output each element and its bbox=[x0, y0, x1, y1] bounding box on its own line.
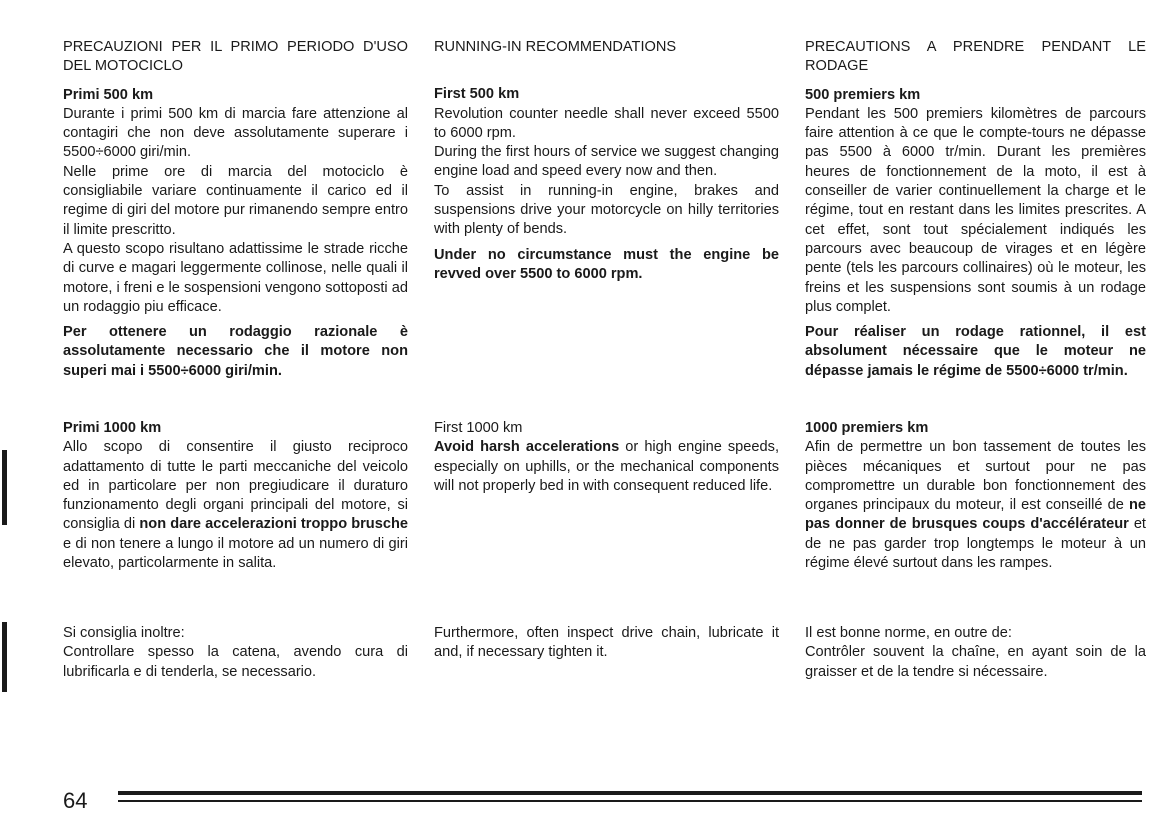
italian-500-warning: Per ottenere un rodaggio razionale è assolutamente necessario che il motore non superi mai i 5500÷6000 giri/min. bbox=[63, 324, 408, 379]
english-1000-bold: Avoid harsh accelerations bbox=[434, 439, 620, 456]
italian-1000-title: Primi 1000 km bbox=[63, 420, 162, 436]
italian-chain-p2: Controllare spesso la catena, avendo cura di lubrificarla e di tenderla, se necessario. bbox=[63, 644, 408, 680]
english-500-title: First 500 km bbox=[434, 86, 520, 103]
italian-1000-a: Allo scopo di consentire il giusto reciproco adattamento di tutte le parti meccaniche del veicolo ed in particolare per non pregiudicare il duraturo funzionamento degli organi principali del motore, si consiglia di bbox=[63, 439, 408, 533]
french-chain-p1: Il est bonne norme, en outre de: bbox=[805, 625, 1012, 641]
scan-edge-mark-upper bbox=[2, 450, 7, 525]
italian-1000-c: e di non tenere a lungo il motore ad un numero di giri elevato, particolarmente in salita. bbox=[63, 535, 408, 572]
italian-chain-p1: Si consiglia inoltre: bbox=[63, 625, 185, 641]
section-english-1000 bbox=[434, 419, 779, 496]
section-english-intro bbox=[434, 38, 779, 284]
english-1000-c: or high engine speeds, especially on uphills, or the mechanical components will not properly bed in with consequent reduced life. bbox=[434, 439, 779, 494]
french-500-warning: Pour réaliser un rodage rationnel, il est absolument nécessaire que le moteur ne dépasse jamais le régime de 5500÷6000 tr/min. bbox=[805, 324, 1146, 379]
french-1000-a: Afin de permettre un bon tassement de toutes les pièces mécaniques et surtout pour ne pas compromettre un durable bon fonctionnement des organes principaux du moteur, il est conseillé de bbox=[805, 439, 1146, 514]
italian-500-p1: Durante i primi 500 km di marcia fare attenzione al contagiri che non deve assolutamente superare i 5500÷6000 giri/min. bbox=[63, 105, 408, 161]
italian-1000-text bbox=[63, 438, 408, 573]
french-1000-title: 1000 premiers km bbox=[805, 420, 929, 436]
scan-edge-mark-lower bbox=[2, 622, 7, 692]
french-title: PRECAUTIONS A PRENDRE PENDANT LE RODAGE bbox=[805, 39, 1146, 75]
english-500-p3: To assist in running-in engine, brakes and suspensions drive your motorcycle on hilly territories with plenty of bends. bbox=[434, 182, 779, 238]
english-500-warning: Under no circumstance must the engine be revved over 5500 to 6000 rpm. bbox=[434, 246, 779, 282]
italian-500-p2: Nelle prime ore di marcia del motociclo è consigliabile variare continuamente il carico ed il regime di giri del motore pur rimanendo sempre entro il limite prescritto. bbox=[63, 163, 408, 238]
italian-1000-bold: non dare accelerazioni troppo brusche bbox=[139, 516, 408, 533]
english-500-p2: During the first hours of service we suggest changing engine load and speed every now and then. bbox=[434, 144, 779, 180]
section-french-1000 bbox=[805, 419, 1146, 573]
section-french-intro bbox=[805, 38, 1146, 381]
section-french-chain bbox=[805, 624, 1146, 682]
section-italian-intro bbox=[63, 38, 408, 381]
italian-title: PRECAUZIONI PER IL PRIMO PERIODO D'USO DEL MOTOCICLO bbox=[63, 39, 408, 75]
italian-500-title: Primi 500 km bbox=[63, 86, 154, 103]
section-english-chain bbox=[434, 624, 779, 663]
french-chain-p2: Contrôler souvent la chaîne, en ayant soin de la graisser et de la tendre si nécessaire. bbox=[805, 644, 1146, 680]
section-italian-1000 bbox=[63, 419, 408, 573]
page-number: 64 bbox=[63, 788, 88, 813]
french-500-title: 500 premiers km bbox=[805, 86, 921, 103]
french-500-p1: Pendant les 500 premiers kilomètres de parcours faire attention à ce que le compte-tours ne dépasse pas 5500 à 6000 tr/min. Durant les premières heures de fonctionnement de la moto, il est à conseiller de varier continuellement la charge et le régime, tout en restant dans les limites prescrites. A cet effet, sont tout spécialement indiqués les parcours avec beaucoup de virages et en légère pente (tels les parcours collinaires) où le moteur, les freins et les suspensions sont soumis à un rodage plus complet. bbox=[805, 105, 1146, 315]
english-title: RUNNING-IN RECOMMENDATIONS bbox=[434, 39, 677, 55]
footer-rule-thick bbox=[118, 791, 1142, 795]
french-1000-text bbox=[805, 438, 1146, 573]
english-1000-title: First 1000 km bbox=[434, 420, 523, 436]
footer-rule-thin bbox=[118, 800, 1142, 802]
english-chain-p1: Furthermore, often inspect drive chain, lubricate it and, if necessary tighten it. bbox=[434, 625, 779, 661]
section-italian-chain bbox=[63, 624, 408, 682]
english-500-p1: Revolution counter needle shall never exceed 5500 to 6000 rpm. bbox=[434, 105, 779, 141]
french-1000-bold: ne pas donner de brusques coups d'accélérateur bbox=[805, 497, 1146, 533]
french-1000-c: et de ne pas garder trop longtemps le moteur à un régime élevé surtout dans les rampes. bbox=[805, 516, 1146, 572]
italian-500-p3: A questo scopo risultano adattissime le strade ricche di curve e magari leggermente collinose, nelle quali il motore, i freni e le sospensioni vengono sottoposti ad un rodaggio piu efficace. bbox=[63, 240, 408, 315]
english-1000-text bbox=[434, 438, 779, 496]
